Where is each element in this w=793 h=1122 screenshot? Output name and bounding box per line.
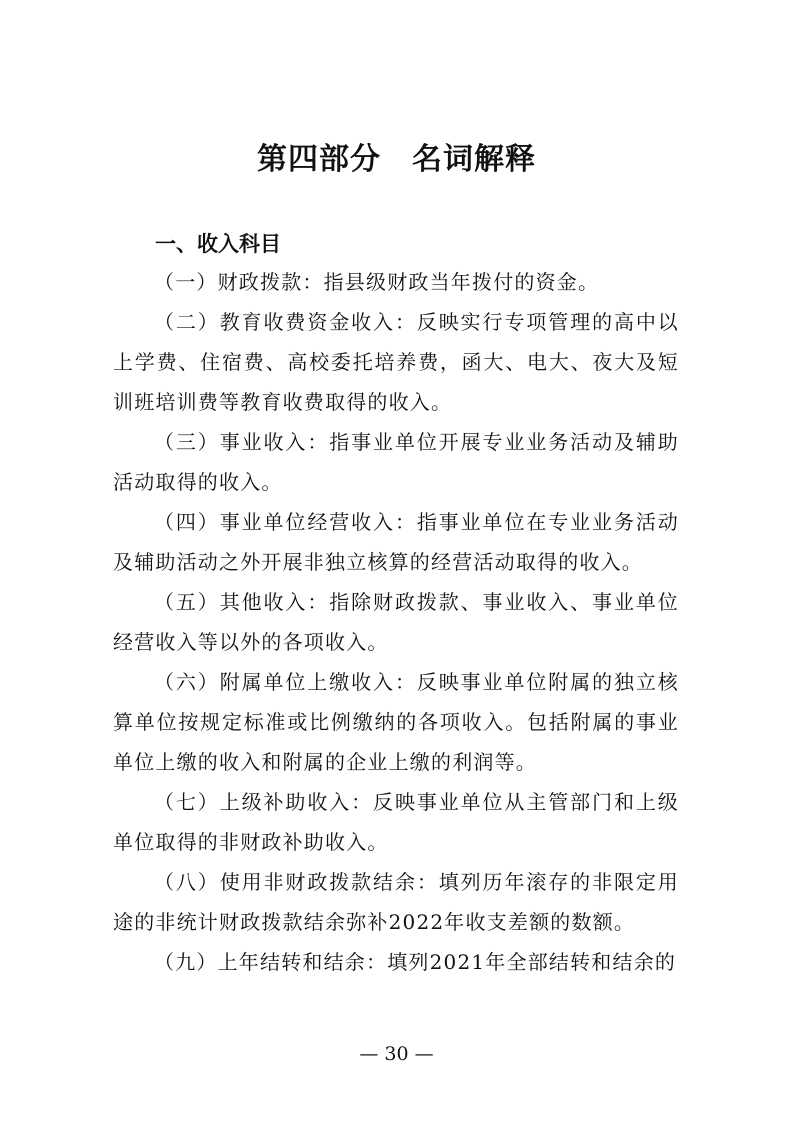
paragraph-prior-year-carryover: （九）上年结转和结余：填列2021年全部结转和结余的: [154, 950, 677, 974]
paragraph-non-fiscal-surplus: （八）使用非财政拨款结余：填列历年滚存的非限定用途的非统计财政拨款结余弥补2022年收支差额的数额。: [113, 870, 679, 934]
paragraph-operating-income: （四）事业单位经营收入：指事业单位在专业业务活动及辅助活动之外开展非独立核算的经营活动取得的收入。: [113, 510, 679, 574]
page-number: — 30 —: [359, 1043, 434, 1065]
paragraph-education-fee-income: （二）教育收费资金收入：反映实行专项管理的高中以上学费、住宿费、高校委托培养费，函大、电大、夜大及短训班培训费等教育收费取得的收入。: [113, 310, 679, 414]
paragraph-fiscal-appropriation: （一）财政拨款：指县级财政当年拨付的资金。: [154, 270, 600, 294]
paragraph-affiliated-unit-income: （六）附属单位上缴收入：反映事业单位附属的独立核算单位按规定标准或比例缴纳的各项收入。包括附属的事业单位上缴的收入和附属的企业上缴的利润等。: [113, 670, 679, 774]
paragraph-business-income: （三）事业收入：指事业单位开展专业业务活动及辅助活动取得的收入。: [113, 430, 679, 494]
body-text: [113, 262, 679, 982]
page-title: 第四部分 名词解释: [257, 142, 536, 177]
paragraph-superior-subsidy-income: （七）上级补助收入：反映事业单位从主管部门和上级单位取得的非财政补助收入。: [113, 790, 679, 854]
section-heading: 一、收入科目: [155, 232, 281, 256]
paragraph-other-income: （五）其他收入：指除财政拨款、事业收入、事业单位经营收入等以外的各项收入。: [113, 590, 679, 654]
